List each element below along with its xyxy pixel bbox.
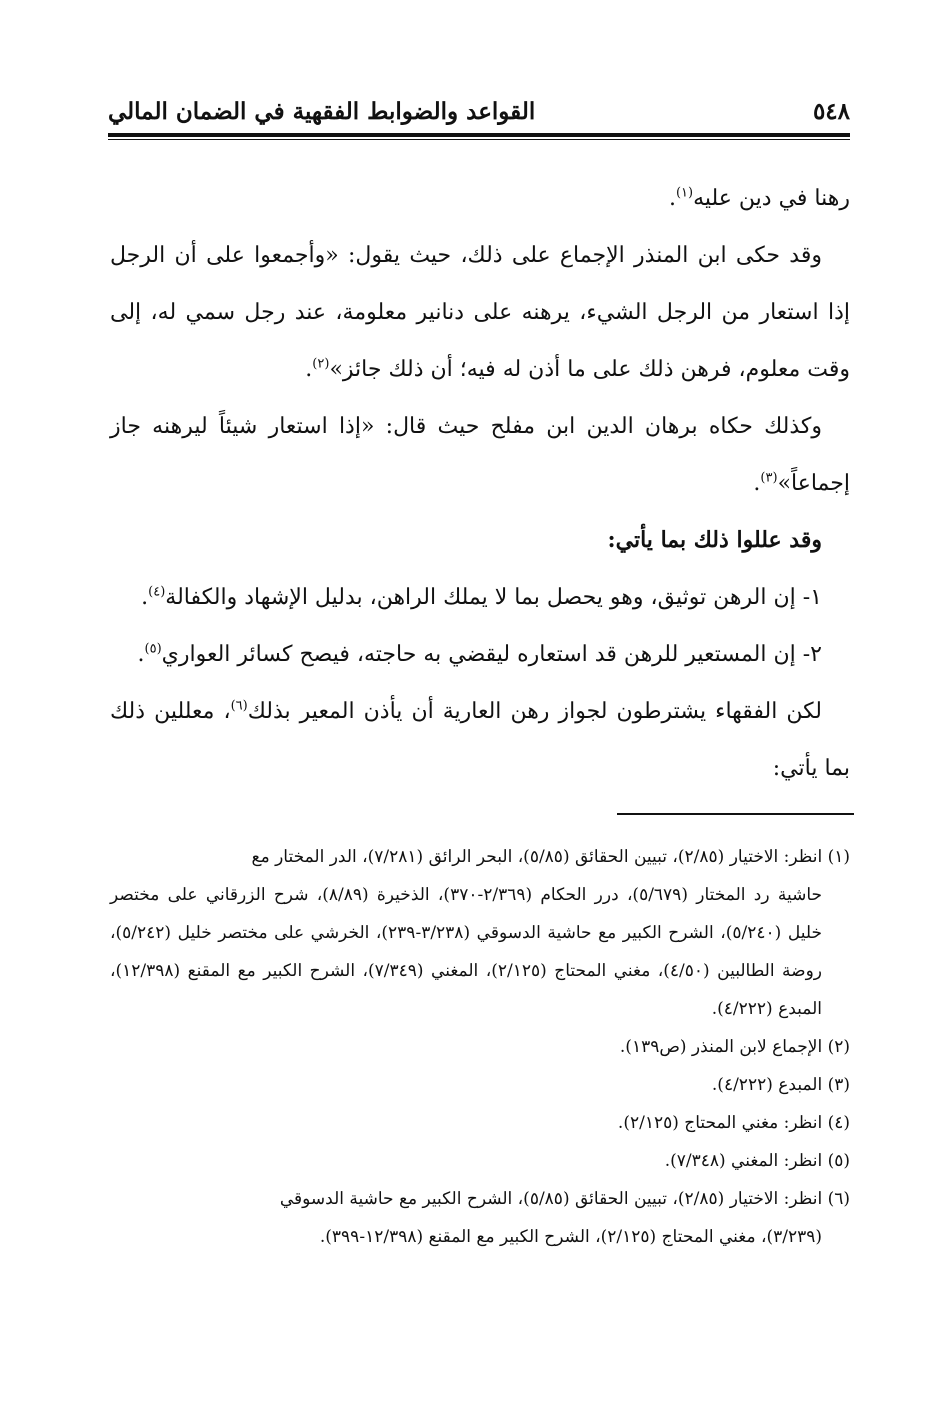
footnote: (٥) انظر: المغني (٧/٣٤٨). — [664, 1151, 850, 1171]
running-title: القواعد والضوابط الفقهية في الضمان المالي — [108, 97, 536, 125]
punctuation: . — [753, 471, 761, 496]
header-rule-thin — [108, 139, 850, 140]
list-item — [110, 569, 850, 626]
paragraph — [110, 683, 850, 797]
paragraph-text: رهنا في دين عليه — [693, 186, 850, 211]
footnotes — [110, 838, 850, 1256]
punctuation: . — [305, 357, 313, 382]
footnote-continuation: حاشية رد المختار (٥/٦٧٩)، درر الحكام (٢/٣٦٩-٣٧٠)، الذخيرة (٨/٨٩)، شرح الزرقاني على مختصر خليل (٥/٢٤٠)، الشرح الكبير مع حاشية الدسوقي (٣/٢٣٨-٢٣٩)، الخرشي على مختصر خليل (٥/٢٤٢)، روضة الطالبين (٤/٥٠)، مغني المحتاج (٢/١٢٥)، المغني (٧/٣٤٩)، الشرح الكبير مع المقنع (١٢/٣٩٨)، المبدع (٤/٢٢٢). — [110, 885, 823, 1019]
footnote-ref: (٣) — [760, 470, 778, 486]
footnote-ref: (٦) — [230, 698, 248, 714]
footnote-ref: (٥) — [144, 641, 162, 657]
footnote: (٤) انظر: مغني المحتاج (٢/١٢٥). — [617, 1113, 850, 1133]
punctuation: . — [137, 642, 145, 667]
punctuation: . — [141, 585, 149, 610]
paragraph — [110, 170, 850, 227]
list-item-text: ٢- إن المستعير للرهن قد استعاره ليقضي به حاجته، فيصح كسائر العواري — [161, 642, 822, 667]
list-item-text: ١- إن الرهن توثيق، وهو يحصل بما لا يملك الراهن، بدليل الإشهاد والكفالة — [165, 585, 822, 610]
paragraph — [110, 398, 850, 512]
paragraph-text: وقد حكى ابن المنذر الإجماع على ذلك، حيث يقول: «وأجمعوا على أن الرجل إذا استعار من الرجل الشيء، يرهنه على دنانير معلومة، عند رجل سمي له، إلى وقت معلوم، فرهن ذلك على ما أذن له فيه؛ أن ذلك جائز» — [110, 243, 850, 382]
footnote: (٦) انظر: الاختيار (٢/٨٥)، تبيين الحقائق (٥/٨٥)، الشرح الكبير مع حاشية الدسوقي — [279, 1189, 850, 1209]
paragraph — [110, 227, 850, 398]
footnote-ref: (١) — [675, 185, 694, 201]
list-item — [110, 626, 850, 683]
page-number: ٥٤٨ — [812, 97, 850, 125]
section-heading: وقد عللوا ذلك بما يأتي: — [607, 527, 822, 553]
paragraph-text: وكذلك حكاه برهان الدين ابن مفلح حيث قال: «إذا استعار شيئاً ليرهنه جاز إجماعاً» — [110, 414, 850, 496]
footnote: (٢) الإجماع لابن المنذر (ص١٣٩). — [619, 1037, 850, 1057]
punctuation: . — [668, 186, 676, 211]
running-header — [108, 92, 850, 130]
footnote-ref: (٤) — [148, 584, 166, 600]
footnote: (١) انظر: الاختيار (٢/٨٥)، تبيين الحقائق (٥/٨٥)، البحر الرائق (٧/٢٨١)، الدر المختار مع — [251, 847, 850, 867]
footnote-continuation: (٣/٢٣٩)، مغني المحتاج (٢/١٢٥)، الشرح الكبير مع المقنع (١٢/٣٩٨-٣٩٩). — [319, 1227, 822, 1247]
footnote: (٣) المبدع (٤/٢٢٢). — [711, 1075, 850, 1095]
main-text — [110, 170, 850, 797]
header-rule-thick — [108, 133, 850, 137]
paragraph-text: ، معللين ذلك بما يأتي: — [110, 699, 850, 781]
paragraph-text: لكن الفقهاء يشترطون لجواز رهن العارية أن يأذن المعير بذلك — [247, 699, 822, 724]
footnote-ref: (٢) — [312, 356, 330, 372]
footnote-separator — [617, 813, 854, 815]
